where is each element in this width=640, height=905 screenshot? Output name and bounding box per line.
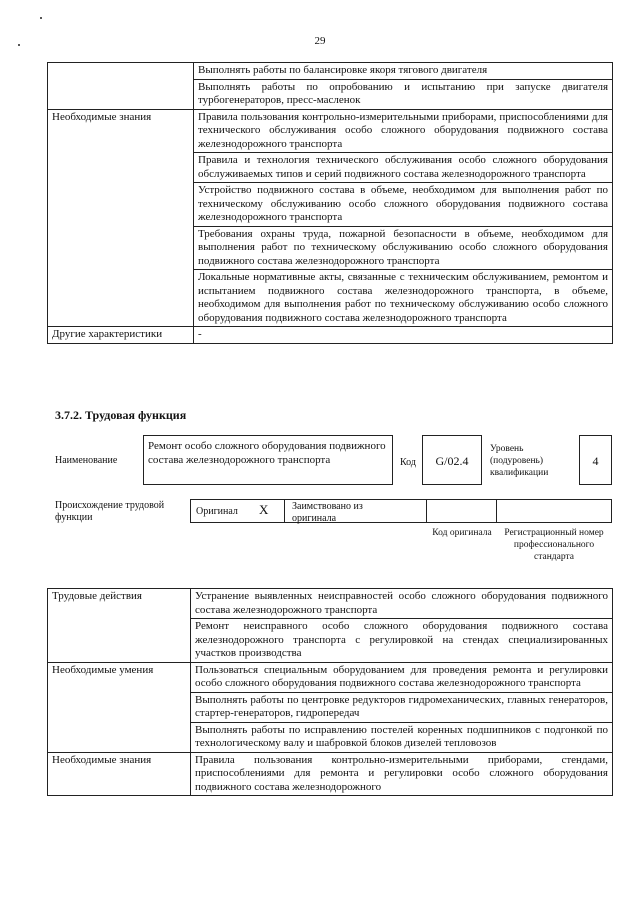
- scan-speck: [40, 17, 42, 19]
- table-row: [48, 327, 613, 344]
- level-label: Уровень (подуровень) квалификации: [490, 444, 549, 478]
- code-label: Код: [400, 457, 416, 468]
- row-text: Правила пользования контрольно-измерительными приборами, стендами, приспособлениями для ремонта и регулировки особо сложного оборудования подвижного состава железнодорожного: [191, 752, 613, 796]
- row-text: -: [194, 327, 613, 344]
- table-row: [48, 752, 613, 796]
- row-text: Пользоваться специальным оборудованием для проведения ремонта и регулировки особо сложного оборудования подвижного состава железнодорожного транспорта: [191, 662, 613, 692]
- borrowed-label: Заимствовано из оригинала: [292, 501, 363, 524]
- row-category: [48, 63, 194, 110]
- row-category: Трудовые действия: [48, 589, 191, 663]
- table-row: [48, 662, 613, 692]
- registration-number-cell: [496, 499, 612, 523]
- row-text: Устройство подвижного состава в объеме, необходимом для выполнения работ по техническому обслуживанию особо сложного оборудования подвижного состава железнодорожного транспорта: [194, 183, 613, 227]
- row-text: Ремонт неисправного особо сложного оборудования подвижного состава железнодорожного транспорта с регулировкой на стендах специализированных участков производства: [191, 619, 613, 663]
- function-name: Ремонт особо сложного оборудования подвижного состава железнодорожного транспорта: [148, 440, 386, 466]
- level-value: 4: [592, 454, 599, 468]
- name-label: Наименование: [55, 455, 118, 466]
- borrowed-cell: [284, 499, 427, 523]
- original-cell: [190, 499, 285, 523]
- row-category: Необходимые умения: [48, 662, 191, 752]
- function-name-box: [143, 435, 393, 485]
- row-text: Устранение выявленных неисправностей особо сложного оборудования подвижного состава железнодорожного транспорта: [191, 589, 613, 619]
- original-label: Оригинал: [196, 506, 238, 517]
- row-category: Другие характеристики: [48, 327, 194, 344]
- row-text: Выполнять работы по исправлению постелей коренных подшипников с подгонкой по технологическому валу и шабровкой блоков дизелей тепловозов: [191, 722, 613, 752]
- origin-label: Происхождение трудовой функции: [55, 500, 165, 523]
- registration-caption: Регистрационный номер профессионального стандарта: [504, 528, 604, 562]
- code-value: G/02.4: [435, 454, 469, 468]
- row-text: Правила и технология технического обслуживания особо сложного оборудования обслуживаемых типов и серий подвижного состава железнодорожного транспорта: [194, 153, 613, 183]
- page-number: 29: [314, 35, 326, 47]
- table-row: [48, 589, 613, 619]
- row-text: Выполнять работы по центровке редукторов гидромеханических, главных генераторов, стартер-генераторов, гидропередач: [191, 692, 613, 722]
- table-row: [48, 63, 613, 80]
- row-text: Выполнять работы по опробованию и испытанию при запуске двигателя турбогенераторов, пресс-масленок: [194, 79, 613, 109]
- row-text: Требования охраны труда, пожарной безопасности в объеме, необходимом для выполнения работ по техническому обслуживанию особо сложного оборудования подвижного состава железнодорожного транспорта: [194, 226, 613, 270]
- row-text: Выполнять работы по балансировке якоря тягового двигателя: [194, 63, 613, 80]
- row-text: Локальные нормативные акты, связанные с техническим обслуживанием, ремонтом и испытанием подвижного состава железнодорожного транспорта, в объеме, необходимом для выполнения работ по техническому обслуживанию особо сложного оборудования подвижного состава железнодорожного транспорта: [194, 270, 613, 327]
- row-text: Правила пользования контрольно-измерительными приборами, приспособлениями для технического обслуживания особо сложного оборудования подвижного состава железнодорожного транспорта: [194, 109, 613, 153]
- row-category: Необходимые знания: [48, 752, 191, 796]
- row-category: Необходимые знания: [48, 109, 194, 327]
- section-heading: 3.7.2. Трудовая функция: [55, 408, 187, 422]
- code-box: [422, 435, 482, 485]
- original-code-cell: [426, 499, 497, 523]
- original-mark: X: [259, 502, 269, 517]
- knowledge-table-continued: [47, 62, 613, 344]
- labor-function-table: [47, 588, 613, 796]
- table-row: [48, 109, 613, 153]
- original-code-caption: Код оригинала: [432, 528, 492, 538]
- level-box: [579, 435, 612, 485]
